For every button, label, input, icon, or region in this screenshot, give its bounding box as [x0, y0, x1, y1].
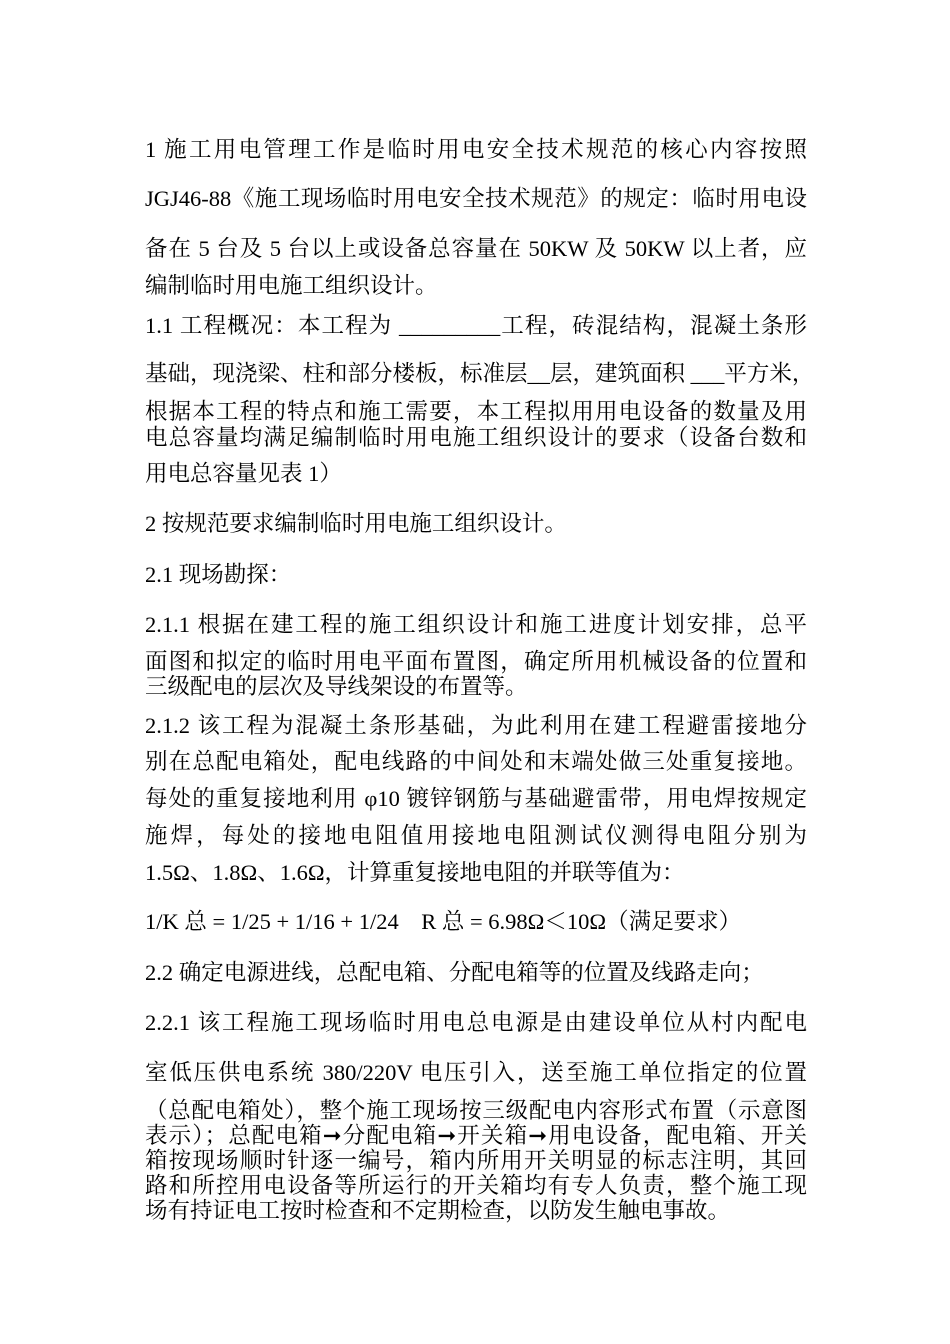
- text-line: 别在总配电箱处，配电线路的中间处和末端处做三处重复接地。: [145, 749, 807, 774]
- text-line: 2.1 现场勘探：: [145, 562, 292, 587]
- text-line: 每处的重复接地利用 φ10 镀锌钢筋与基础避雷带，用电焊按规定: [145, 786, 807, 811]
- text-line: 1.1 工程概况：本工程为 _________工程，砖混结构，混凝土条形: [145, 313, 807, 338]
- text-line: 室低压供电系统 380/220V 电压引入，送至施工单位指定的位置: [145, 1060, 807, 1085]
- text-line: 路和所控用电设备等所运行的开关箱均有专人负责，整个施工现: [145, 1173, 807, 1198]
- text-line: 面图和拟定的临时用电平面布置图，确定所用机械设备的位置和: [145, 649, 807, 674]
- text-line: 编制临时用电施工组织设计。: [145, 273, 438, 298]
- text-line: 1 施工用电管理工作是临时用电安全技术规范的核心内容按照: [145, 137, 807, 162]
- text-line: 2.2.1 该工程施工现场临时用电总电源是由建设单位从村内配电: [145, 1010, 807, 1035]
- text-line: JGJ46-88《施工现场临时用电安全技术规范》的规定：临时用电设: [145, 186, 807, 211]
- text-line: （总配电箱处），整个施工现场按三级配电内容形式布置（示意图: [145, 1098, 807, 1123]
- text-line: 箱按现场顺时针逐一编号，箱内所用开关明显的标志注明，其回: [145, 1148, 807, 1173]
- text-line: 2.1.2 该工程为混凝土条形基础，为此利用在建工程避雷接地分: [145, 713, 807, 738]
- text-line: 1.5Ω、1.8Ω、1.6Ω，计算重复接地电阻的并联等值为：: [145, 860, 685, 885]
- text-line: 表示）；总配电箱➞分配电箱➞开关箱➞用电设备，配电箱、开关: [145, 1123, 807, 1148]
- text-line: 场有持证电工按时检查和不定期检查，以防发生触电事故。: [145, 1198, 731, 1223]
- text-line: 用电总容量见表 1）: [145, 461, 342, 486]
- text-line: 基础，现浇梁、柱和部分楼板，标准层__层，建筑面积 ___平方米，: [145, 361, 815, 386]
- text-line: 电总容量均满足编制临时用电施工组织设计的要求（设备台数和: [145, 425, 807, 450]
- text-line: 施焊，每处的接地电阻值用接地电阻测试仪测得电阻分别为: [145, 823, 807, 848]
- formula-line: 1/K 总 = 1/25 + 1/16 + 1/24 R 总 = 6.98Ω＜10Ω（满足要求）: [145, 909, 742, 934]
- text-line: 2.1.1 根据在建工程的施工组织设计和施工进度计划安排，总平: [145, 612, 807, 637]
- text-line: 备在 5 台及 5 台以上或设备总容量在 50KW 及 50KW 以上者，应: [145, 236, 807, 261]
- text-line: 2 按规范要求编制临时用电施工组织设计。: [145, 511, 567, 536]
- text-line: 根据本工程的特点和施工需要，本工程拟用用电设备的数量及用: [145, 399, 807, 424]
- text-line: 三级配电的层次及导线架设的布置等。: [145, 674, 528, 699]
- text-line: 2.2 确定电源进线，总配电箱、分配电箱等的位置及线路走向；: [145, 960, 764, 985]
